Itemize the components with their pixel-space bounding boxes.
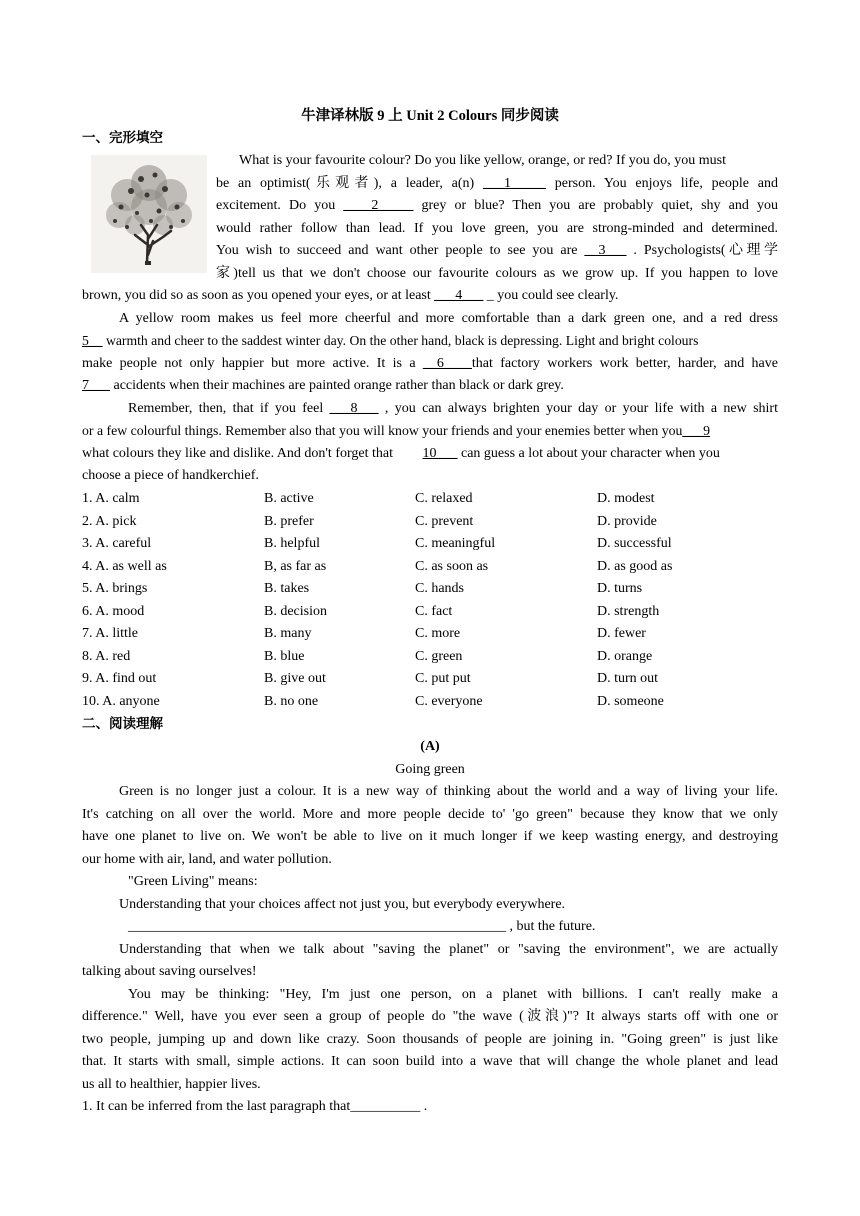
blank-1: ___1_____	[482, 176, 546, 191]
option-choice: 3. A. careful	[82, 536, 152, 552]
option-choice: C. everyone	[415, 693, 483, 709]
option-choice: C. hands	[415, 581, 464, 597]
option-choice: D. successful	[597, 536, 672, 552]
blank-7: 7___	[82, 378, 110, 393]
reading-line: us all to healthier, happier lives.	[82, 1077, 261, 1092]
option-choice: B. helpful	[264, 536, 320, 552]
option-row	[82, 668, 778, 691]
reading-line: two people, jumping up and down like crazy. Soon thousands of people are joining in. "Going green" is just like	[82, 1032, 778, 1047]
reading-line: "Green Living" means:	[128, 874, 258, 889]
cloze-line: 7___ accidents when their machines are painted orange rather than black or dark grey.	[82, 378, 564, 393]
option-choice: B, as far as	[264, 558, 327, 574]
reading-line: Understanding that your choices affect not just you, but everybody everywhere.	[119, 897, 566, 912]
option-choice: C. prevent	[415, 513, 474, 529]
option-choice: 10. A. anyone	[82, 693, 160, 709]
option-choice: C. put put	[415, 671, 471, 687]
reading-line: have one planet to live on. We won't be able to live on it much longer if we keep wasting energy, and destroying	[82, 829, 778, 844]
option-choice: D. orange	[597, 648, 653, 664]
cloze-line: or a few colourful things. Remember also that you will know your friends and your enemies better when you___9	[82, 423, 710, 438]
passage-title: Going green	[395, 762, 465, 777]
blank-8: ___8___	[329, 401, 379, 416]
option-choice: B. decision	[264, 603, 327, 619]
option-choice: 8. A. red	[82, 648, 131, 664]
option-choice: D. strength	[597, 603, 660, 619]
cloze-line: 5__ warmth and cheer to the saddest winter day. On the other hand, black is depressing. Light and bright colours	[82, 333, 699, 348]
blank-9: ___9	[682, 423, 710, 438]
cloze-line: You wish to succeed and want other people to see you are __3___ . Psychologists(心理学	[216, 243, 778, 258]
option-choice: 4. A. as well as	[82, 558, 167, 574]
cloze-line: be an optimist(乐观者), a leader, a(n) ___1_____ person. You enjoys life, people and	[216, 176, 778, 191]
reading-line: It's catching on all over the world. More and more people decide to' 'go green" because they know that we only	[82, 807, 778, 822]
reading-line: Green is no longer just a colour. It is a new way of thinking about the world and a way of living your life.	[119, 784, 778, 799]
cloze-line: excitement. Do you ____2_____ grey or blue? Then you are probably quiet, shy and you	[216, 198, 778, 213]
option-choice: C. meaningful	[415, 536, 496, 552]
cloze-line: what colours they like and dislike. And don't forget that 10___ can guess a lot about your character when you	[82, 446, 720, 461]
option-row	[82, 646, 778, 669]
option-choice: C. green	[415, 648, 463, 664]
cloze-line: brown, you did so as soon as you opened your eyes, or at least ___4___ _ you could see clearly.	[82, 288, 619, 303]
option-row	[82, 578, 778, 601]
cloze-line: make people not only happier but more active. It is a __6____that factory workers work better, harder, and have	[82, 356, 778, 371]
option-choice: D. turn out	[597, 671, 659, 687]
option-choice: D. provide	[597, 513, 657, 529]
reading-line: our home with air, land, and water pollution.	[82, 852, 332, 867]
option-choice: B. give out	[264, 671, 326, 687]
reading-line: You may be thinking: "Hey, I'm just one person, on a planet with billions. I can't really make a	[128, 987, 778, 1002]
option-choice: D. turns	[597, 581, 643, 597]
blank-5: 5__	[82, 333, 103, 348]
cloze-line: choose a piece of handkerchief.	[82, 468, 259, 483]
blank-10: 10___	[422, 446, 458, 461]
blank-6: __6____	[422, 356, 472, 371]
question-1: 1. It can be inferred from the last paragraph that__________ .	[82, 1099, 428, 1114]
passage-label: (A)	[420, 739, 440, 754]
section-heading-reading: 二、阅读理解	[82, 716, 163, 732]
cloze-line: What is your favourite colour? Do you like yellow, orange, or red? If you do, you must	[239, 153, 727, 168]
option-row	[82, 488, 778, 511]
option-row	[82, 511, 778, 534]
option-row	[82, 533, 778, 556]
cloze-line: would rather follow than lead. If you love green, you are strong-minded and determined.	[216, 221, 778, 236]
option-choice: 5. A. brings	[82, 581, 148, 597]
option-row	[82, 556, 778, 579]
blank-3: __3___	[584, 243, 627, 258]
fill-in-blank: ______________________________________________________	[128, 919, 506, 934]
cloze-line: Remember, then, that if you feel ___8___ , you can always brighten your day or your life with a new shirt	[128, 401, 778, 416]
option-choice: C. relaxed	[415, 491, 473, 506]
cloze-line: A yellow room makes us feel more cheerful and more comfortable than a dark green one, and a red dress	[119, 311, 778, 326]
option-choice: B. takes	[264, 581, 310, 597]
option-choice: C. fact	[415, 603, 453, 619]
option-choice: B. active	[264, 491, 314, 506]
option-choice: C. more	[415, 626, 461, 642]
reading-line: Understanding that when we talk about "saving the planet" or "saving the environment", we are actually	[119, 942, 778, 957]
option-choice: B. many	[264, 626, 312, 642]
option-choice: 6. A. mood	[82, 603, 145, 619]
option-row	[82, 623, 778, 646]
option-row	[82, 601, 778, 624]
reading-line: that. It starts with small, simple actions. It can soon build into a wave that will change the whole planet and lead	[82, 1054, 778, 1069]
option-choice: B. no one	[264, 693, 319, 709]
option-choice: B. blue	[264, 648, 305, 664]
document-title: 牛津译林版 9 上 Unit 2 Colours 同步阅读	[301, 108, 559, 124]
cloze-line: 家)tell us that we don't choose our favourite colours as we grow up. If you happen to love	[216, 266, 778, 281]
option-choice: B. prefer	[264, 513, 314, 529]
option-choice: 9. A. find out	[82, 671, 157, 687]
option-choice: D. fewer	[597, 626, 646, 642]
blank-4: ___4___	[434, 288, 484, 303]
option-choice: 2. A. pick	[82, 513, 137, 529]
blank-2: ____2_____	[343, 198, 414, 213]
reading-line: difference." Well, have you ever seen a group of people do "the wave (波浪)"? It always starts off with one or	[82, 1009, 778, 1024]
tree-illustration	[91, 155, 207, 273]
option-choice: 7. A. little	[82, 626, 138, 642]
option-choice: D. as good as	[597, 558, 673, 574]
option-choice: 1. A. calm	[82, 491, 140, 506]
section-heading-cloze: 一、完形填空	[82, 130, 163, 146]
option-choice: C. as soon as	[415, 558, 489, 574]
reading-line: ______________________________________________________ , but the future.	[128, 919, 596, 934]
option-choice: D. someone	[597, 693, 664, 709]
reading-line: talking about saving ourselves!	[82, 964, 257, 979]
option-choice: D. modest	[597, 491, 655, 506]
option-row	[82, 691, 778, 714]
